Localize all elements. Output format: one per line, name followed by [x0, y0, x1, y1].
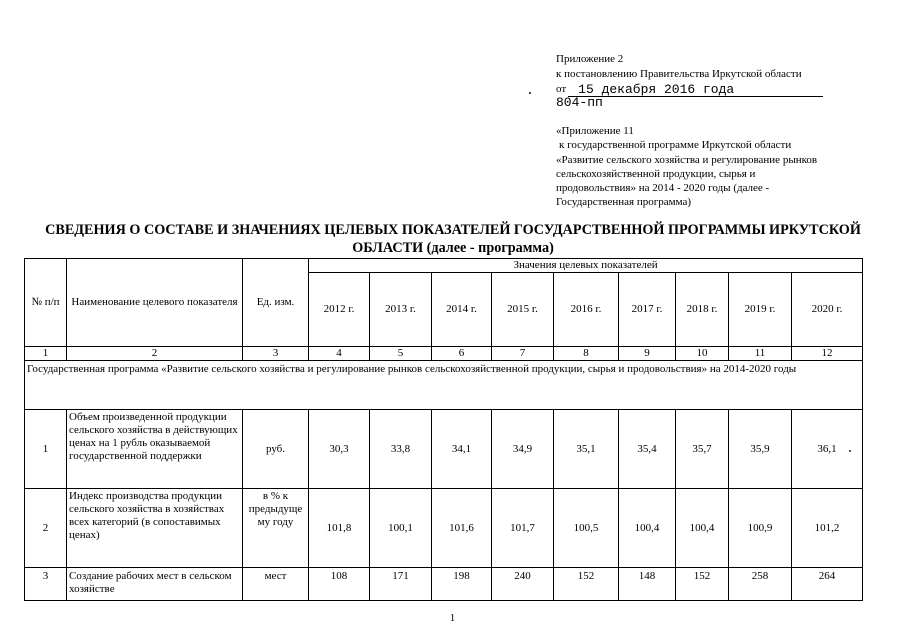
header-year: 2020 г.	[792, 273, 863, 347]
row-value: 35,4	[619, 410, 676, 489]
table-row	[25, 568, 863, 601]
row-name: Создание рабочих мест в сельском хозяйстве	[67, 568, 243, 601]
page-number: 1	[449, 612, 456, 624]
row-value: 30,3	[309, 410, 370, 489]
row-value: 108	[309, 568, 370, 601]
handwritten-number: 804-пп	[556, 95, 603, 110]
attachment-header	[556, 52, 856, 110]
header-num: № п/п	[25, 259, 67, 347]
row-value: 152	[554, 568, 619, 601]
attachment-line: «Приложение 11	[556, 125, 634, 137]
column-number: 7	[492, 347, 554, 361]
row-value: 148	[619, 568, 676, 601]
row-value: 35,1	[554, 410, 619, 489]
row-value: 101,7	[492, 489, 554, 568]
row-value: 100,4	[676, 489, 729, 568]
column-number: 5	[370, 347, 432, 361]
row-unit: руб.	[243, 410, 309, 489]
column-number: 11	[729, 347, 792, 361]
row-unit: в % к предыдуще му году	[243, 489, 309, 568]
row-value: 33,8	[370, 410, 432, 489]
row-unit: мест	[243, 568, 309, 601]
title-line: ОБЛАСТИ (далее - программа)	[352, 240, 554, 256]
header-year: 2017 г.	[619, 273, 676, 347]
attachment-11-header	[556, 124, 856, 210]
header-unit: Ед. изм.	[243, 259, 309, 347]
column-number: 10	[676, 347, 729, 361]
column-number: 8	[554, 347, 619, 361]
header-values-group: Значения целевых показателей	[309, 259, 863, 273]
header-name: Наименование целевого показателя	[67, 259, 243, 347]
column-number: 4	[309, 347, 370, 361]
section-title: Государственная программа «Развитие сельского хозяйства и регулирование рынков сельскохозяйственной продукции, сырья и продовольствия» на 2014-2020 годы	[25, 361, 863, 410]
row-value: 101,6	[432, 489, 492, 568]
header-year: 2014 г.	[432, 273, 492, 347]
attachment-line: Государственная программа)	[556, 196, 692, 209]
table-row	[25, 410, 863, 489]
attachment-line: Приложение 2	[556, 53, 624, 65]
column-number: 2	[67, 347, 243, 361]
row-value: 152	[676, 568, 729, 601]
header-year: 2012 г.	[309, 273, 370, 347]
attachment-line: к постановлению Правительства Иркутской области	[556, 68, 802, 80]
title-line: СВЕДЕНИЯ О СОСТАВЕ И ЗНАЧЕНИЯХ ЦЕЛЕВЫХ ПОКАЗАТЕЛЕЙ ГОСУДАРСТВЕННОЙ ПРОГРАММЫ ИРКУТСКОЙ	[45, 222, 861, 238]
row-value: 35,7	[676, 410, 729, 489]
row-num: 1	[25, 410, 67, 489]
column-number: 9	[619, 347, 676, 361]
handwritten-date: 15 декабря 2016 года	[568, 83, 823, 97]
row-value: 101,8	[309, 489, 370, 568]
row-value: 240	[492, 568, 554, 601]
attachment-line: «Развитие сельского хозяйства и регулирование рынков	[556, 153, 818, 166]
header-year: 2019 г.	[729, 273, 792, 347]
header-year: 2015 г.	[492, 273, 554, 347]
row-num: 2	[25, 489, 67, 568]
row-value: 34,9	[492, 410, 554, 489]
header-year: 2018 г.	[676, 273, 729, 347]
attachment-line: продовольствия» на 2014 - 2020 годы (далее -	[556, 182, 770, 195]
attachment-line: к государственной программе Иркутской области	[559, 139, 792, 152]
row-value: 100,1	[370, 489, 432, 568]
scan-dot	[529, 92, 531, 94]
row-value: 100,9	[729, 489, 792, 568]
row-value: 264	[792, 568, 863, 601]
row-name: Индекс производства продукции сельского хозяйства в хозяйствах всех категорий (в сопоставимых ценах)	[67, 489, 243, 568]
header-year: 2016 г.	[554, 273, 619, 347]
table-row	[25, 489, 863, 568]
table-header-row	[25, 259, 863, 273]
row-value: 101,2	[792, 489, 863, 568]
document-title	[18, 221, 888, 257]
section-row	[25, 361, 863, 410]
column-number: 3	[243, 347, 309, 361]
row-value: 34,1	[432, 410, 492, 489]
column-number: 6	[432, 347, 492, 361]
attachment-line: сельскохозяйственной продукции, сырья и	[556, 167, 756, 180]
row-value: 35,9	[729, 410, 792, 489]
row-value: 258	[729, 568, 792, 601]
row-value: 36,1	[792, 410, 863, 489]
row-name: Объем произведенной продукции сельского хозяйства в действующих ценах на 1 рубль оказываемой государственной поддержки	[67, 410, 243, 489]
header-year: 2013 г.	[370, 273, 432, 347]
row-value: 100,5	[554, 489, 619, 568]
date-prefix: от	[556, 83, 567, 95]
indicators-table	[24, 258, 863, 601]
column-number-row	[25, 347, 863, 361]
row-value: 171	[370, 568, 432, 601]
row-value: 100,4	[619, 489, 676, 568]
row-num: 3	[25, 568, 67, 601]
column-number: 12	[792, 347, 863, 361]
row-value: 198	[432, 568, 492, 601]
column-number: 1	[25, 347, 67, 361]
